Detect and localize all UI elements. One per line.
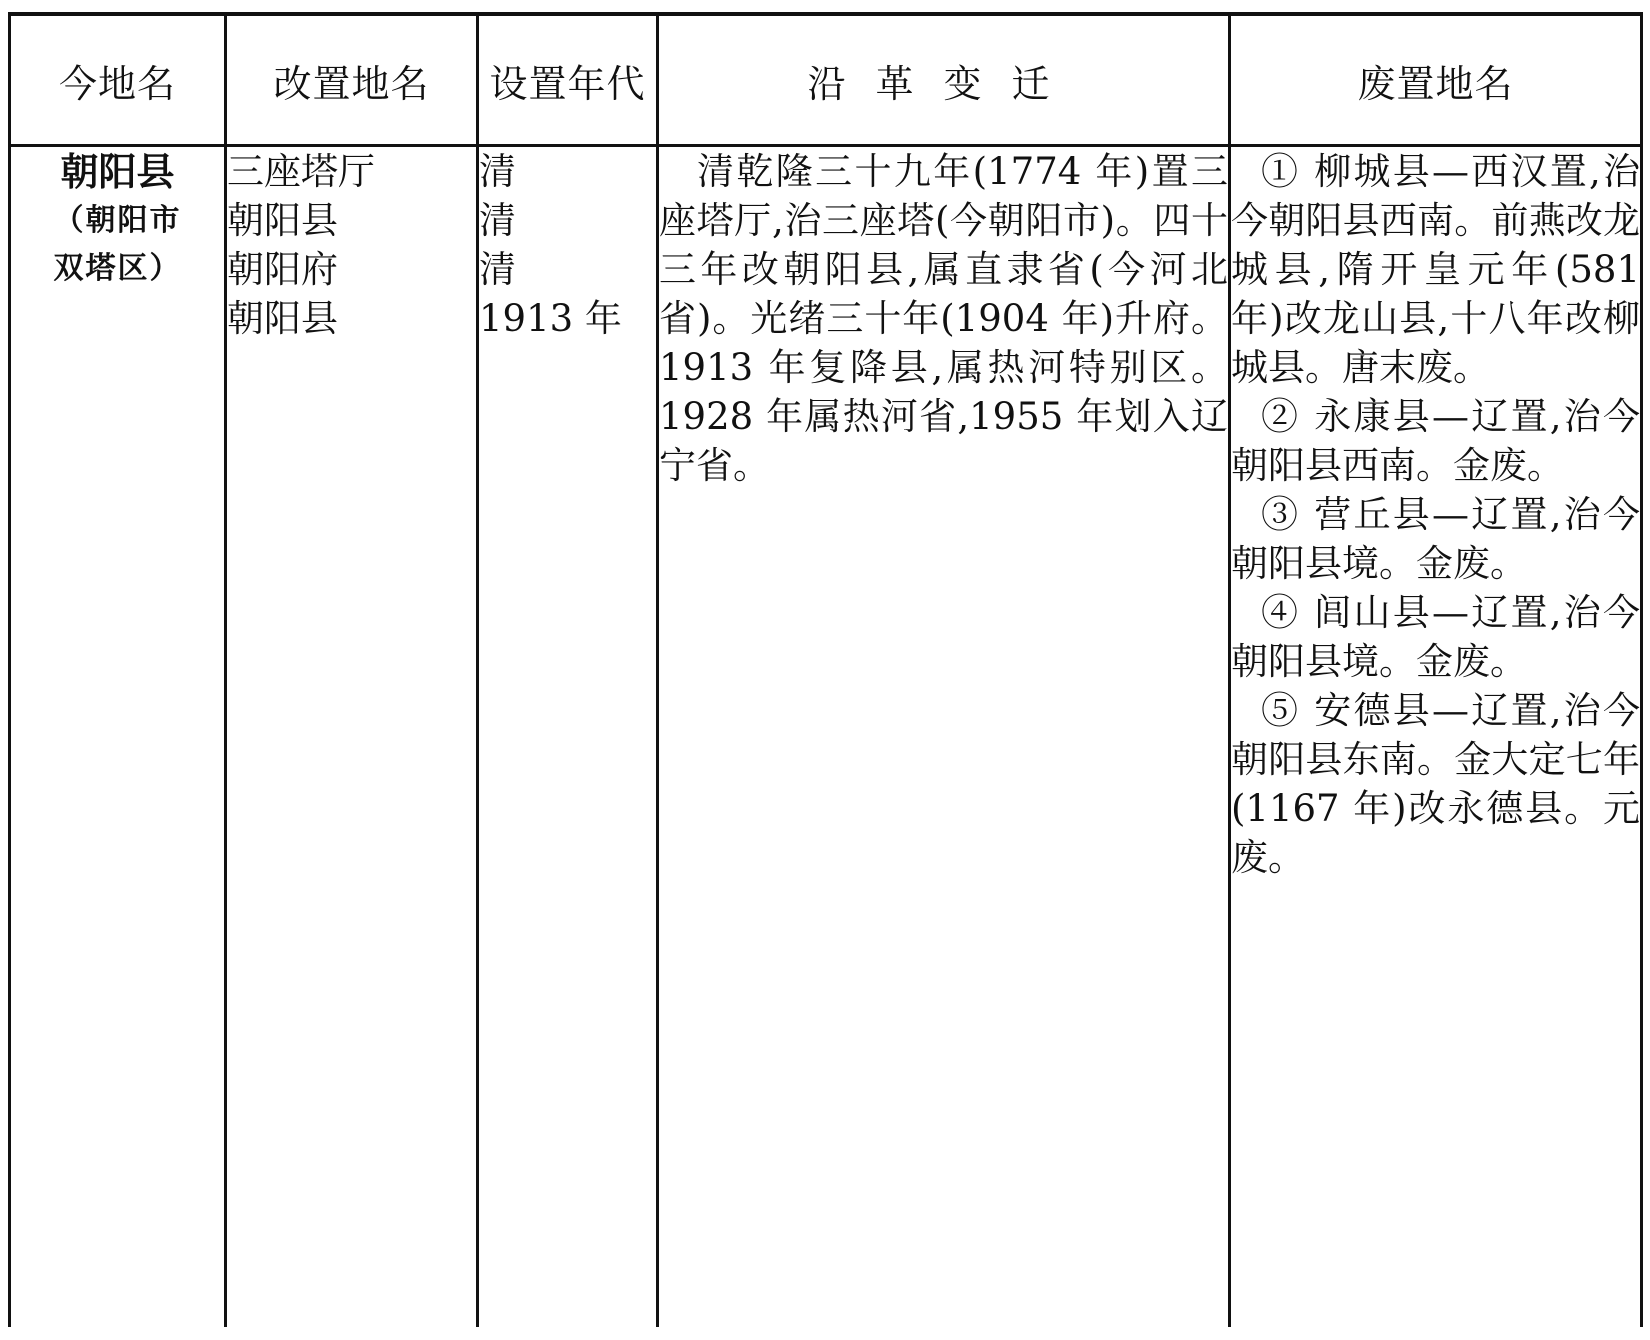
renamed-name: 朝阳县 [227,297,338,340]
current-name-note-line2: 双塔区） [53,251,182,286]
cell-established-era [478,146,658,1328]
header-established-era: 设置年代 [478,14,658,146]
abolished-entry: ③ 营丘县—辽置,治今朝阳县境。金废。 [1231,493,1640,585]
era-value: 清 [479,199,516,242]
renamed-name: 朝阳县 [227,199,338,242]
current-name: 朝阳县 [60,149,175,194]
place-name-table [8,12,1643,1327]
cell-abolished-names [1230,146,1642,1328]
header-renamed-name: 改置地名 [226,14,478,146]
table-row [10,146,1642,1328]
history-text: 清乾隆三十九年(1774 年)置三座塔厅,治三座塔(今朝阳市)。四十三年改朝阳县,属直隶省(今河北省)。光绪三十年(1904 年)升府。1913 年复降县,属热河特别区。1928 年属热河省,1955 年划入辽宁省。 [659,150,1228,487]
era-value: 1913 年 [479,297,622,340]
abolished-entry: ② 永康县—辽置,治今朝阳县西南。金废。 [1231,395,1640,487]
cell-current-name [10,146,226,1328]
era-value: 清 [479,248,516,291]
table-header-row [10,14,1642,146]
era-value: 清 [479,150,516,193]
renamed-name: 朝阳府 [227,248,338,291]
abolished-entry: ① 柳城县—西汉置,治今朝阳县西南。前燕改龙城县,隋开皇元年(581 年)改龙山县,十八年改柳城县。唐末废。 [1231,150,1640,389]
renamed-name: 三座塔厅 [227,150,375,193]
header-history-label: 沿革变迁 [807,61,1080,106]
abolished-entry: ⑤ 安德县—辽置,治今朝阳县东南。金大定七年(1167 年)改永德县。元废。 [1231,689,1640,879]
header-current-name: 今地名 [10,14,226,146]
header-abolished-name: 废置地名 [1230,14,1642,146]
cell-renamed-names [226,146,478,1328]
header-history [658,14,1230,146]
current-name-note-line1: （朝阳市 [53,203,182,238]
abolished-entry: ④ 闾山县—辽置,治今朝阳县境。金废。 [1231,591,1640,683]
cell-history [658,146,1230,1328]
